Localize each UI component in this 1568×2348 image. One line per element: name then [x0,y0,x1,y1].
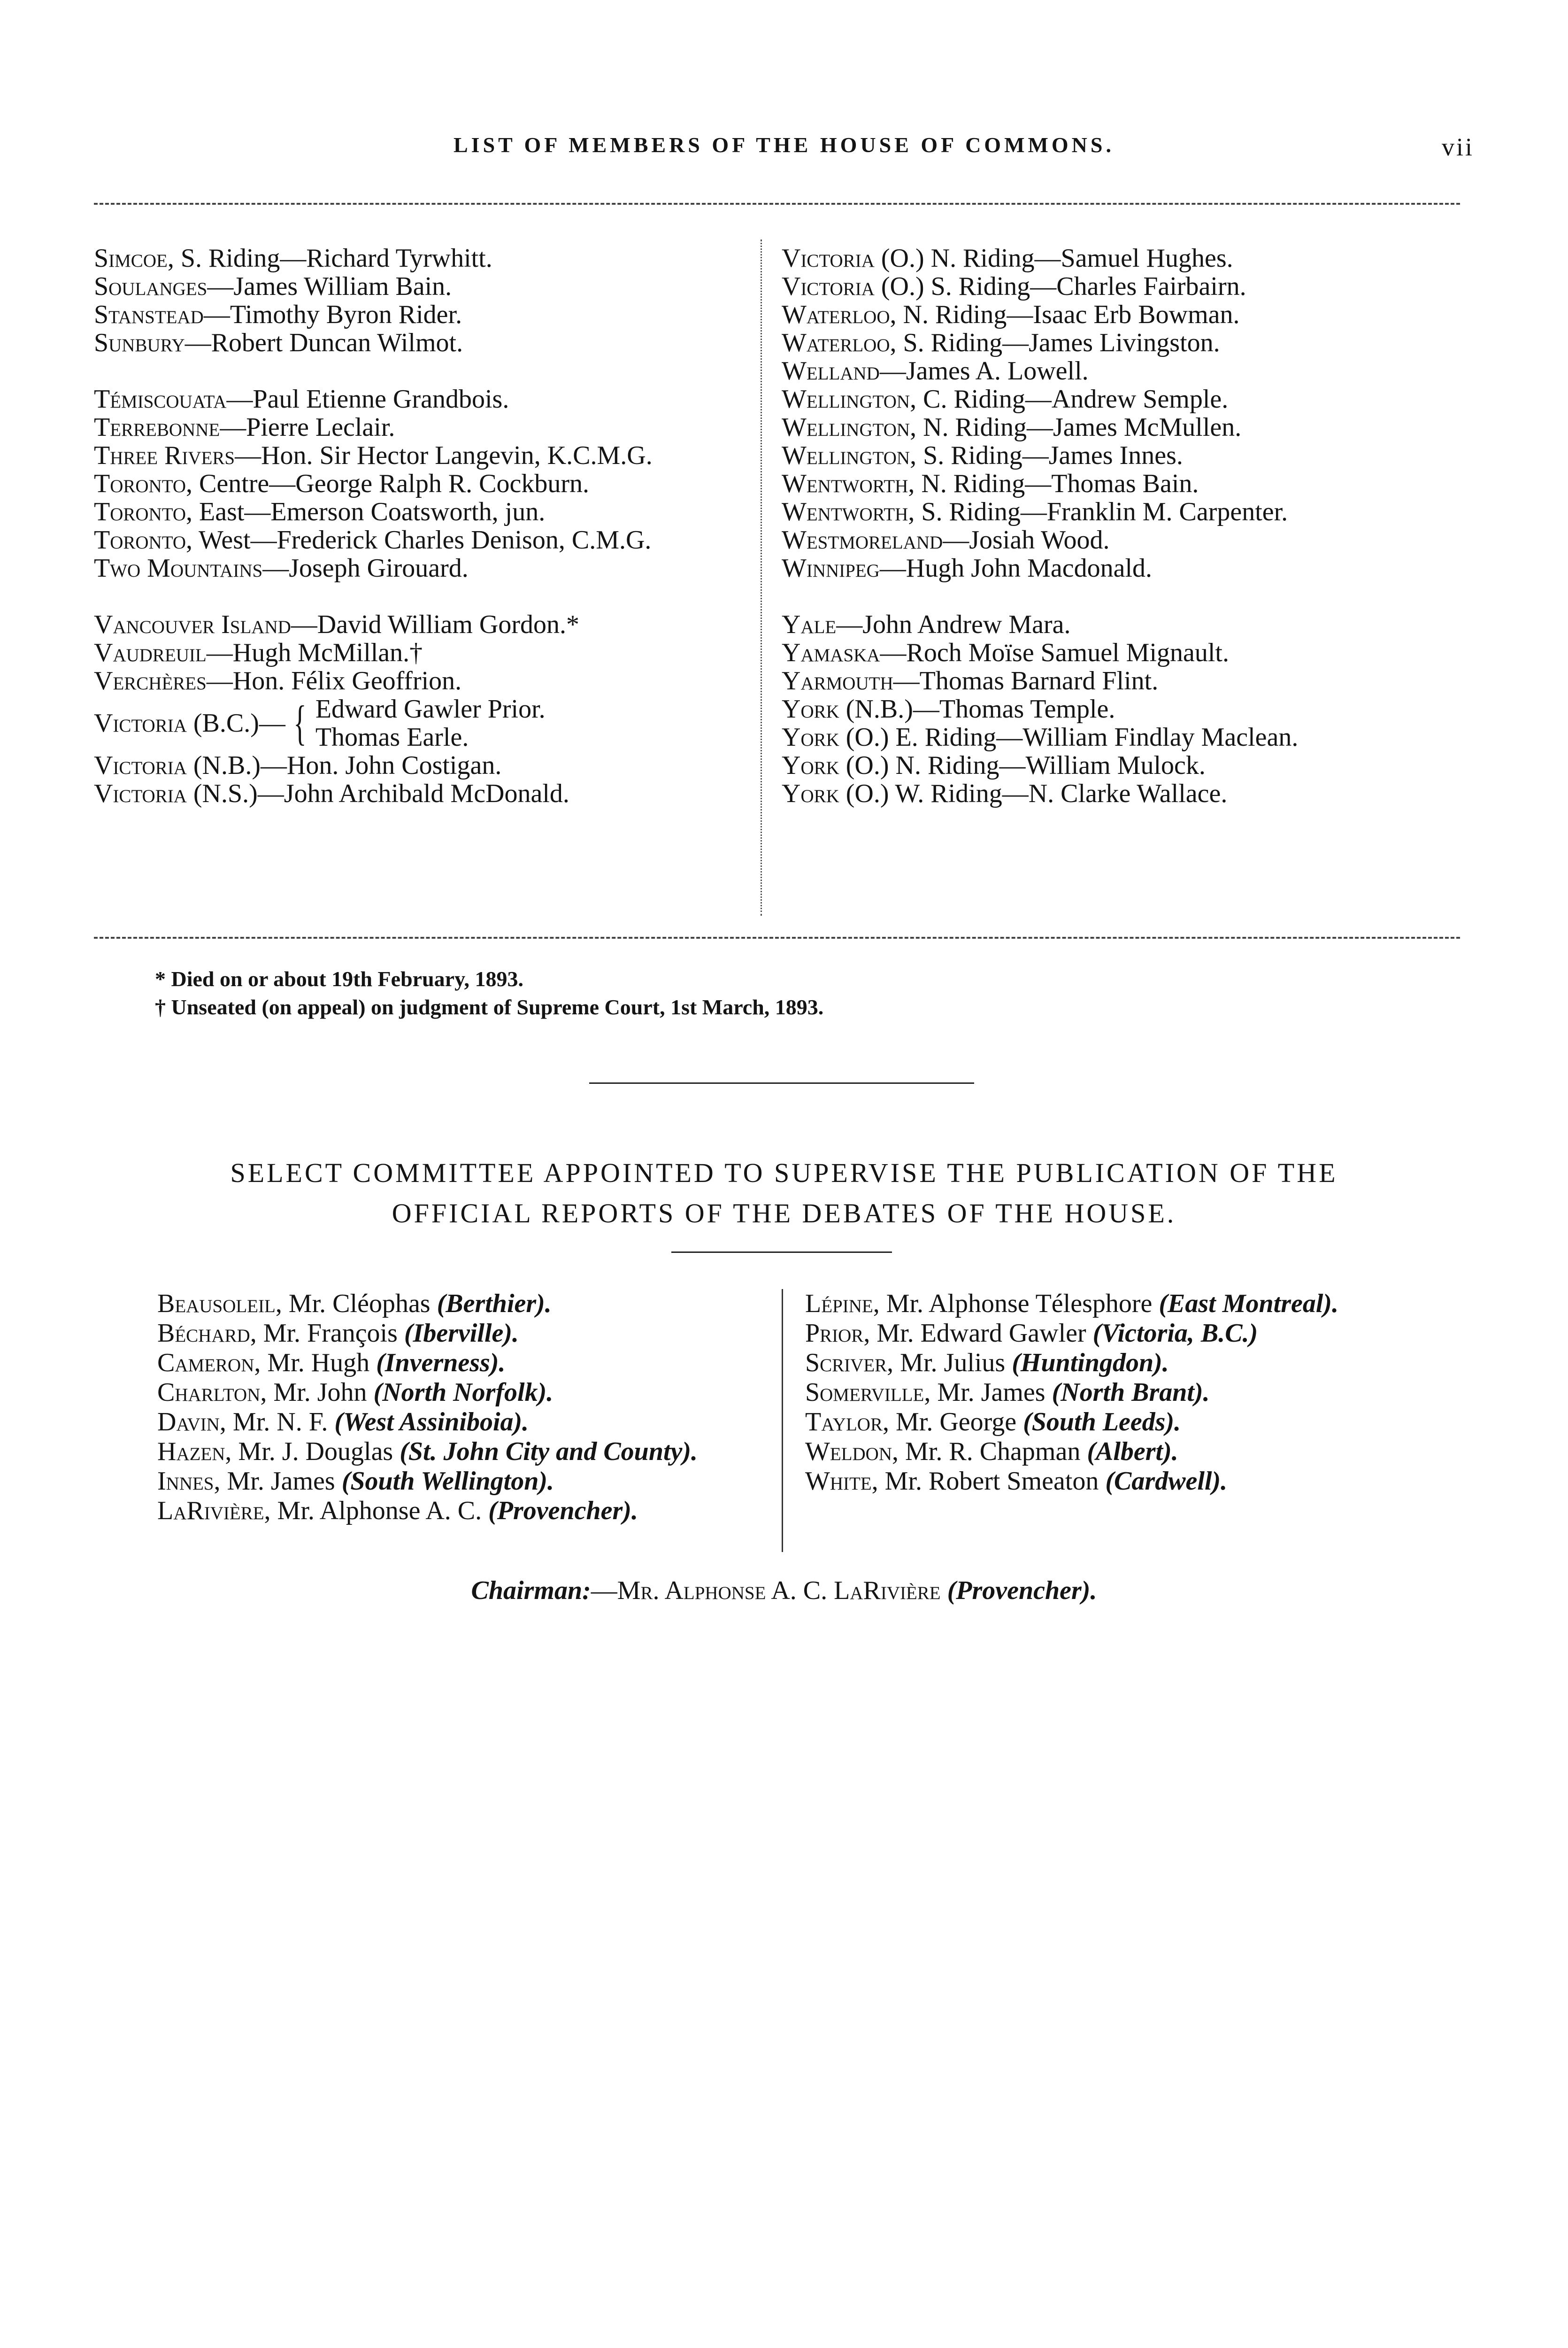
member-entry: Yamaska—Roch Moïse Samuel Mignault. [782,638,1229,667]
member-entry: Waterloo, N. Riding—Isaac Erb Bowman. [782,300,1240,329]
page-number: vii [1441,133,1474,161]
member-entry: Wellington, S. Riding—James Innes. [782,441,1183,470]
committee-member: White, Mr. Robert Smeaton (Cardwell). [805,1467,1228,1496]
member-entry: Stanstead—Timothy Byron Rider. [94,300,462,329]
committee-member: Hazen, Mr. J. Douglas (St. John City and County). [157,1437,698,1466]
member-entry: Verchères—Hon. Félix Geoffrion. [94,666,462,695]
heading-underline [671,1251,892,1253]
member-entry: Victoria (O.) N. Riding—Samuel Hughes. [782,244,1233,273]
member-entry: Two Mountains—Joseph Girouard. [94,554,469,583]
member-entry: Toronto, Centre—George Ralph R. Cockburn. [94,469,590,498]
column-divider [761,239,762,916]
committee-member: Weldon, Mr. R. Chapman (Albert). [805,1437,1178,1466]
committee-member: Cameron, Mr. Hugh (Inverness). [157,1348,506,1377]
committee-member: Prior, Mr. Edward Gawler (Victoria, B.C.) [805,1319,1258,1348]
footnotes [155,965,823,1021]
member-entry: Wellington, N. Riding—James McMullen. [782,413,1242,442]
member-entry: Victoria (N.S.)—John Archibald McDonald. [94,779,569,808]
committee-right-column [805,1289,1338,1496]
member-entry: Toronto, East—Emerson Coatsworth, jun. [94,497,546,526]
chairman-name: —Mr. Alphonse A. C. LaRivière [591,1576,941,1605]
member-entry: Simcoe, S. Riding—Richard Tyrwhitt. [94,244,492,273]
member-entry: Wentworth, S. Riding—Franklin M. Carpenter. [782,497,1288,526]
members-left-column [94,244,653,808]
committee-member: Béchard, Mr. François (Iberville). [157,1319,519,1348]
committee-member: Lépine, Mr. Alphonse Télesphore (East Montreal). [805,1289,1339,1318]
member-name: Thomas Earle. [315,723,469,752]
committee-member: Taylor, Mr. George (South Leeds). [805,1407,1181,1437]
member-entry: Toronto, West—Frederick Charles Denison, C.M.G. [94,525,652,555]
member-entry-split: Victoria (B.C.) — { Edward Gawler Prior. Thomas Earle. [94,695,546,752]
member-entry: Waterloo, S. Riding—James Livingston. [782,328,1220,357]
members-right-column [782,244,1298,808]
committee-left-column [157,1289,698,1526]
committee-heading: SELECT COMMITTEE APPOINTED TO SUPERVISE THE PUBLICATION OF THE OFFICIAL REPORTS OF THE DEBATES OF THE HOUSE. [230,1158,1338,1228]
list-end-rule [94,937,1460,939]
member-entry: Victoria (N.B.)—Hon. John Costigan. [94,751,502,780]
running-title: LIST OF MEMBERS OF THE HOUSE OF COMMONS. [453,133,1115,157]
brace: { [293,696,307,750]
header-rule [94,203,1460,205]
footnote: * Died on or about 19th February, 1893. [155,967,524,991]
committee-member: Scriver, Mr. Julius (Huntingdon). [805,1348,1169,1377]
committee-column-divider [782,1289,783,1552]
chairman-riding: (Provencher). [947,1576,1097,1605]
member-entry: Terrebonne—Pierre Leclair. [94,413,395,442]
committee-member: Innes, Mr. James (South Wellington). [157,1467,554,1496]
chairman-label: Chairman: [471,1576,591,1605]
member-entry: Wellington, C. Riding—Andrew Semple. [782,385,1229,414]
member-entry: Yale—John Andrew Mara. [782,610,1071,639]
member-entry: Victoria (O.) S. Riding—Charles Fairbairn. [782,272,1246,301]
member-entry: York (O.) W. Riding—N. Clarke Wallace. [782,779,1228,808]
member-entry: Soulanges—James William Bain. [94,272,452,301]
member-entry: York (N.B.)—Thomas Temple. [782,695,1115,724]
member-entry: Winnipeg—Hugh John Macdonald. [782,554,1152,583]
committee-member: Charlton, Mr. John (North Norfolk). [157,1378,553,1407]
member-entry: Témiscouata—Paul Etienne Grandbois. [94,385,509,414]
member-entry: Vaudreuil—Hugh McMillan.† [94,638,423,667]
committee-chairman [0,1576,1568,1606]
member-entry: York (O.) N. Riding—William Mulock. [782,751,1206,780]
committee-member: Davin, Mr. N. F. (West Assiniboia). [157,1407,529,1437]
footnote: † Unseated (on appeal) on judgment of Supreme Court, 1st March, 1893. [155,995,824,1019]
committee-member: Beausoleil, Mr. Cléophas (Berthier). [157,1289,552,1318]
member-entry: York (O.) E. Riding—William Findlay Maclean. [782,723,1299,752]
member-entry: Wentworth, N. Riding—Thomas Bain. [782,469,1199,498]
member-entry: Yarmouth—Thomas Barnard Flint. [782,666,1159,695]
page-header [0,132,1568,175]
member-name: Edward Gawler Prior. [315,695,546,724]
member-entry: Vancouver Island—David William Gordon.* [94,610,579,639]
member-entry: Westmoreland—Josiah Wood. [782,525,1110,555]
member-entry: Sunbury—Robert Duncan Wilmot. [94,328,463,357]
member-entry: Welland—James A. Lowell. [782,356,1089,386]
committee-member: Somerville, Mr. James (North Brant). [805,1378,1210,1407]
member-entry: Three Rivers—Hon. Sir Hector Langevin, K.C.M.G. [94,441,653,470]
section-divider [589,1082,974,1084]
committee-member: LaRivière, Mr. Alphonse A. C. (Provencher). [157,1496,638,1525]
